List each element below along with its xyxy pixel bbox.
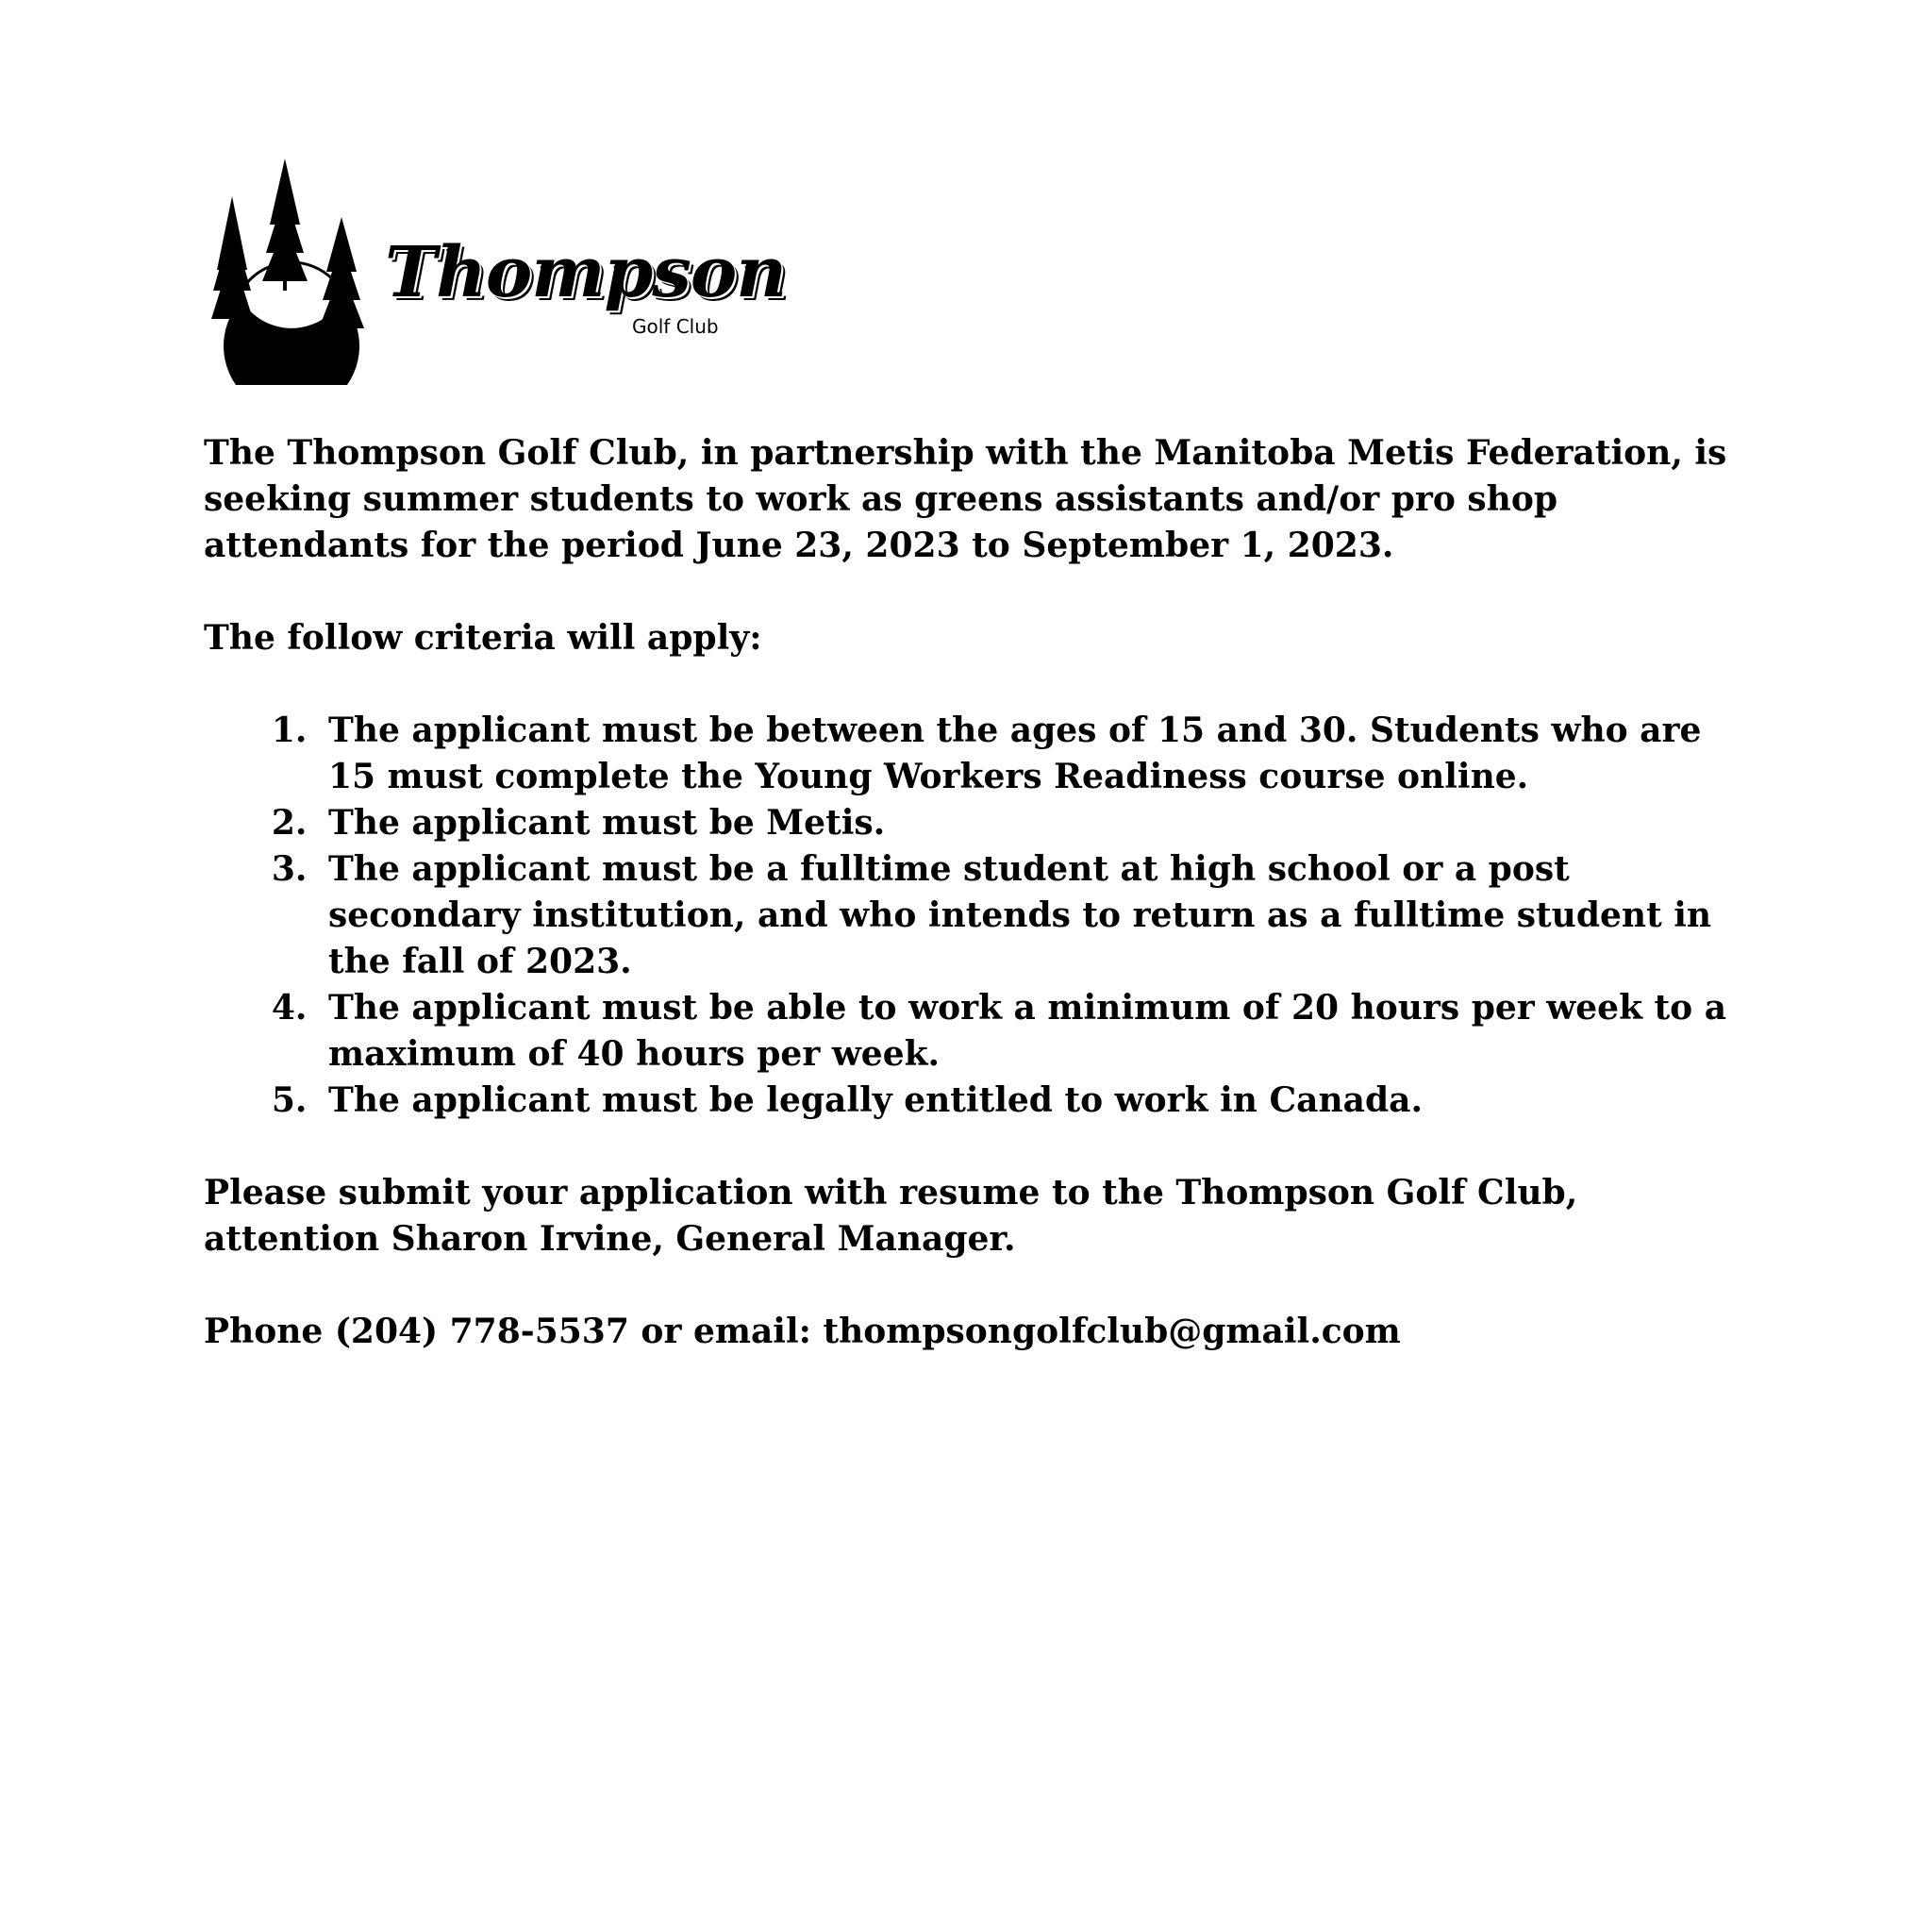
intro-paragraph: The Thompson Golf Club, in partnership with the Manitoba Metis Federation, is seeking summer students to work as greens assistants and/or pro shop attendants for the period June 23, 2023 to September 1, 2023. xyxy=(204,433,1727,565)
list-item: 1. The applicant must be between the ages of 15 and 30. Students who are 15 must complete the Young Workers Readiness course online. xyxy=(319,708,1751,800)
list-item: 3. The applicant must be a fulltime student at high school or a post secondary institution, and who intends to return as a fulltime student in the fall of 2023. xyxy=(319,846,1751,985)
logo-subtitle: Golf Club xyxy=(632,315,719,338)
criteria-heading: The follow criteria will apply: xyxy=(204,618,762,658)
criteria-list xyxy=(204,708,1751,1124)
list-item: 2. The applicant must be Metis. xyxy=(319,800,1751,846)
contact-line: Phone (204) 778-5537 or email: thompsongolfclub@gmail.com xyxy=(204,1312,1401,1351)
club-logo xyxy=(200,159,787,385)
list-item: 4. The applicant must be able to work a minimum of 20 hours per week to a maximum of 40 hours per week. xyxy=(319,985,1751,1078)
golf-ball-pine-trees-icon xyxy=(200,159,389,385)
logo-wordmark: Thompson xyxy=(385,232,787,313)
submission-paragraph: Please submit your application with resume to the Thompson Golf Club, attention Sharon Irvine, General Manager. xyxy=(204,1173,1578,1259)
list-item: 5. The applicant must be legally entitled to work in Canada. xyxy=(319,1078,1751,1124)
document-body xyxy=(204,430,1751,1401)
